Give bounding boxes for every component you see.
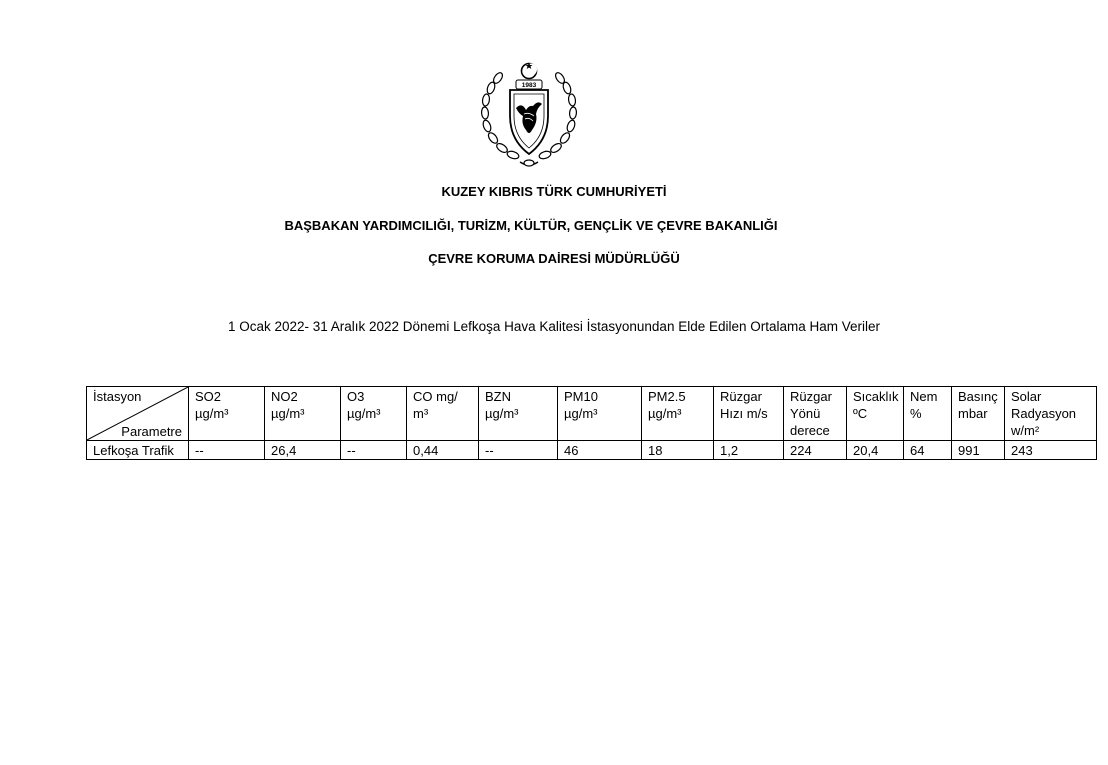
column-header: NO2 µg/m³ [265,387,341,441]
value-cell: 64 [904,441,952,460]
column-header: PM2.5 µg/m³ [642,387,714,441]
column-header: CO mg/ m³ [407,387,479,441]
value-cell: -- [341,441,407,460]
ministry-heading: BAŞBAKAN YARDIMCILIĞI, TURİZM, KÜLTÜR, GENÇLİK VE ÇEVRE BAKANLIĞI [284,218,778,233]
column-header: Basınç mbar [952,387,1005,441]
corner-label-parameter: Parametre [121,424,182,439]
column-header: BZN µg/m³ [479,387,558,441]
station-name-cell: Lefkoşa Trafik [87,441,189,460]
value-cell: 224 [784,441,847,460]
value-cell: 243 [1005,441,1097,460]
table-header-row [87,387,1097,441]
corner-header-cell [87,387,189,441]
emblem-year: 1983 [521,82,537,90]
value-cell: 1,2 [714,441,784,460]
column-header: Sıcaklık ºC [847,387,904,441]
value-cell: 18 [642,441,714,460]
corner-label-station: İstasyon [93,389,142,404]
air-quality-table [86,386,1097,460]
column-header: PM10 µg/m³ [558,387,642,441]
value-cell: 0,44 [407,441,479,460]
value-cell: -- [189,441,265,460]
column-header: Rüzgar Hızı m/s [714,387,784,441]
value-cell: 20,4 [847,441,904,460]
coat-of-arms-emblem [476,58,582,170]
value-cell: 46 [558,441,642,460]
republic-heading: KUZEY KIBRIS TÜRK CUMHURİYETİ [441,184,667,199]
column-header: SO2 µg/m³ [189,387,265,441]
column-header: Rüzgar Yönü derece [784,387,847,441]
column-header: Nem % [904,387,952,441]
table-row [87,441,1097,460]
column-header: O3 µg/m³ [341,387,407,441]
value-cell: -- [479,441,558,460]
value-cell: 26,4 [265,441,341,460]
value-cell: 991 [952,441,1005,460]
column-header: Solar Radyasyon w/m² [1005,387,1097,441]
report-subtitle: 1 Ocak 2022- 31 Aralık 2022 Dönemi Lefkoşa Hava Kalitesi İstasyonundan Elde Edilen Ortalama Ham Veriler [227,319,881,334]
department-heading: ÇEVRE KORUMA DAİRESİ MÜDÜRLÜĞÜ [428,251,680,266]
